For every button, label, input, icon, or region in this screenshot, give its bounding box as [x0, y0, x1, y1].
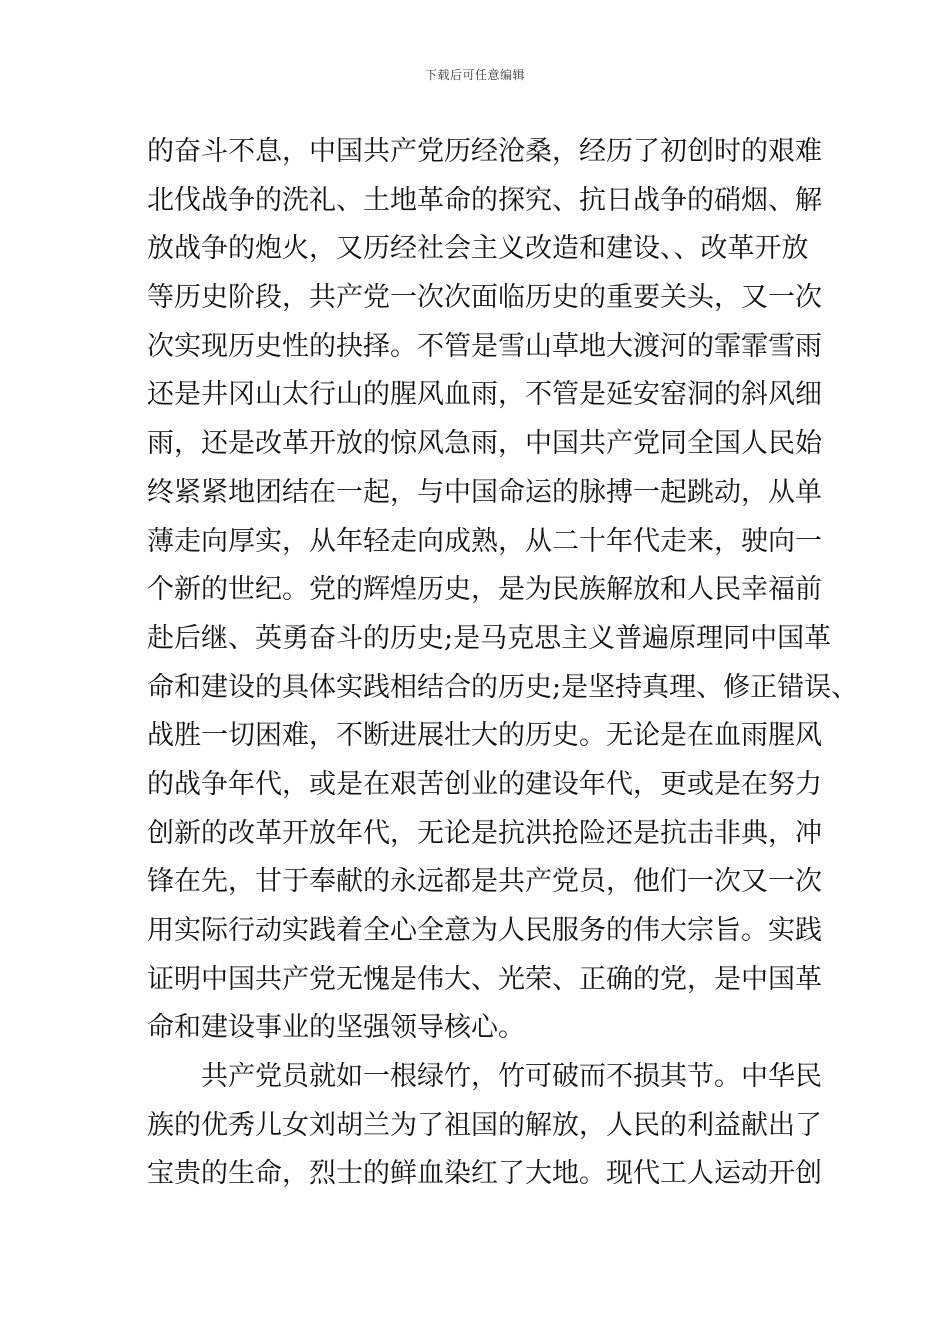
text-line: 宝贵的生命，烈士的鲜血染红了大地。现代工人运动开创: [147, 1158, 822, 1190]
text-line: 锋在先，甘于奉献的永远都是共产党员，他们一次又一次: [147, 866, 822, 898]
text-line: 赴后继、英勇奋斗的历史;是马克思主义普遍原理同中国革: [147, 622, 832, 654]
text-line: 还是井冈山太行山的腥风血雨，不管是延安窑洞的斜风细: [147, 379, 822, 411]
text-line: 北伐战争的洗礼、土地革命的探究、抗日战争的硝烟、解: [147, 184, 822, 216]
text-line: 用实际行动实践着全心全意为人民服务的伟大宗旨。实践: [147, 915, 822, 946]
text-line: 等历史阶段，共产党一次次面临历史的重要关头，又一次: [147, 282, 822, 314]
text-line: 命和建设事业的坚强领导核心。: [147, 1012, 525, 1044]
text-line: 放战争的炮火，又历经社会主义改造和建设、、改革开放: [147, 233, 809, 265]
text-line: 共产党员就如一根绿竹，竹可破而不损其节。中华民: [201, 1061, 822, 1093]
text-line: 战胜一切困难，不断进展壮大的历史。无论是在血雨腥风: [147, 720, 822, 752]
document-body: [147, 128, 859, 1199]
text-line: 次实现历史性的抉择。不管是雪山草地大渡河的霏霏雪雨: [147, 330, 822, 362]
text-line: 族的优秀儿女刘胡兰为了祖国的解放，人民的利益献出了: [147, 1109, 822, 1141]
text-line: 证明中国共产党无愧是伟大、光荣、正确的党，是中国革: [147, 963, 822, 995]
text-line: 的战争年代，或是在艰苦创业的建设年代，更或是在努力: [147, 768, 822, 800]
text-line: 薄走向厚实，从年轻走向成熟，从二十年代走来，驶向一: [147, 525, 822, 557]
text-line: 命和建设的具体实践相结合的历史;是坚持真理、修正错误、: [147, 671, 859, 703]
text-line: 个新的世纪。党的辉煌历史，是为民族解放和人民幸福前: [147, 574, 822, 606]
text-line: 终紧紧地团结在一起，与中国命运的脉搏一起跳动，从单: [147, 476, 822, 508]
text-line: 雨，还是改革开放的惊风急雨，中国共产党同全国人民始: [147, 428, 822, 460]
text-line: 创新的改革开放年代，无论是抗洪抢险还是抗击非典，冲: [147, 817, 822, 849]
page-header: 下载后可任意编辑: [424, 68, 525, 82]
text-line: 的奋斗不息，中国共产党历经沧桑，经历了初创时的艰难: [147, 136, 822, 167]
